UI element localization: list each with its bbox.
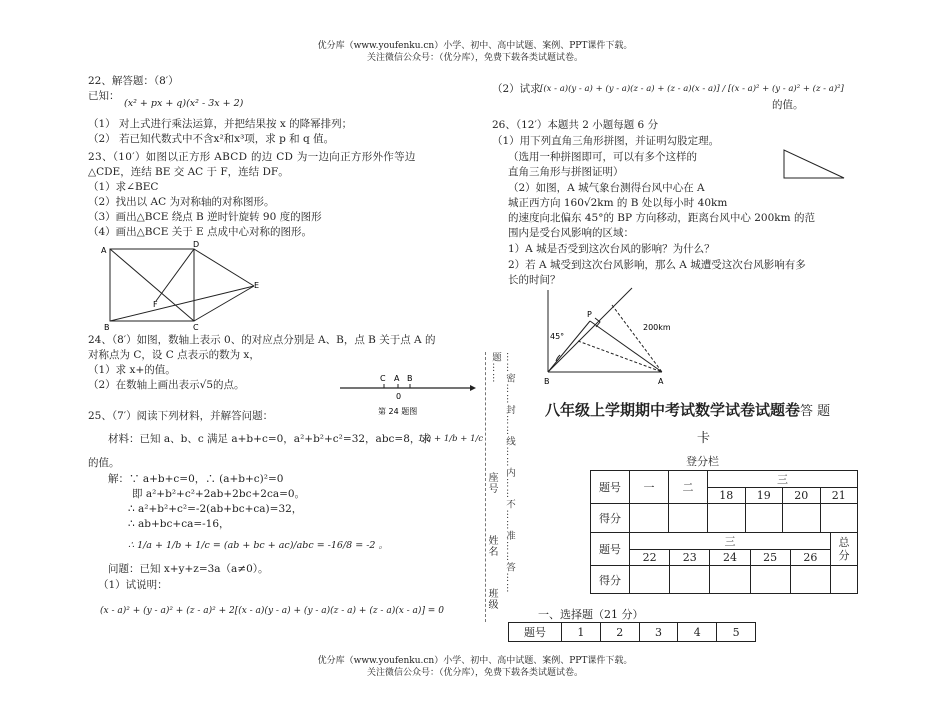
q23-item-1: （1）求∠BEC <box>88 181 159 193</box>
score-table-2-sub-26: 26 <box>790 550 830 566</box>
score-cell[interactable] <box>708 504 746 533</box>
q25-item-2-fraction: [(x - a)(y - a) + (y - a)(z - a) + (z - a)(x - a)] / [(x - a)² + (y - a)² + (z - a)²] <box>540 84 844 94</box>
q24-line-2: 对称点为 C，设 C 点表示的数为 x， <box>88 349 260 361</box>
q23-label-a: A <box>101 246 107 255</box>
header-line-1: 优分库（www.youfenku.cn）小学、初中、高中试题、案例、PPT课件下载。 <box>317 41 633 51</box>
q24-axis-label-c: C <box>380 374 386 383</box>
score-table-1-sub-19: 19 <box>745 488 783 504</box>
seal-line-text: ……密……封……线……内……不……准……答……题…… <box>485 352 516 622</box>
score-table-2-score-label: 得分 <box>591 566 630 594</box>
score-cell[interactable] <box>783 504 821 533</box>
choice-table-header-label: 题号 <box>509 623 562 642</box>
score-table-2 <box>590 532 858 594</box>
q23-label-f: F <box>153 300 158 309</box>
score-table-2-header-label: 题号 <box>591 533 630 566</box>
score-cell[interactable] <box>670 566 710 594</box>
q25-solution-5: ∴ 1/a + 1/b + 1/c = (ab + bc + ac)/abc = -16/8 = -2 。 <box>128 540 388 551</box>
q25-item-1: （1）试说明： <box>98 579 168 591</box>
score-cell[interactable] <box>820 504 858 533</box>
score-table-2-sub-24: 24 <box>710 550 750 566</box>
q26-right-triangle-figure <box>780 148 850 182</box>
q26-item-1-note-2: 直角三角形与拼图证明） <box>508 166 624 178</box>
q26-sub-1: 1）A 城是否受到这次台风的影响？为什么？ <box>508 243 715 255</box>
answer-card-title-tail: 答 题 <box>800 404 831 419</box>
q24-axis-label-b: B <box>407 374 413 383</box>
q25-material: 材料：已知 a、b、c 满足 a+b+c=0，a²+b²+c²=32，abc=8，求 <box>108 433 431 445</box>
q26-label-p: P <box>587 310 592 319</box>
q25-problem: 问题：已知 x+y+z=3a（a≠0）。 <box>108 563 269 575</box>
q25-title: 25、（7′）阅读下列材料，并解答问题： <box>88 410 274 422</box>
answer-card-title-main: 八年级上学期期中考试数学试卷试题卷 <box>545 401 801 419</box>
q24-item-2: （2）在数轴上画出表示√5的点。 <box>88 379 245 391</box>
score-cell[interactable] <box>630 566 670 594</box>
q26-label-a: A <box>658 377 664 386</box>
q23-line-2: △CDE，连结 BE 交 AC 于 F，连结 DF。 <box>88 166 289 178</box>
score-table-1-sub-21: 21 <box>820 488 858 504</box>
score-table-1-col-1: 一 <box>630 471 669 504</box>
register-label: 登分栏 <box>686 455 719 468</box>
answer-card-title <box>545 400 830 422</box>
score-cell[interactable] <box>790 566 830 594</box>
q26-item-2-line-1: （2）如图，A 城气象台测得台风中心在 A <box>508 182 705 194</box>
score-cell[interactable] <box>669 504 708 533</box>
score-table-1-sub-20: 20 <box>783 488 821 504</box>
side-label-seat: 座号 <box>486 472 497 494</box>
q26-item-2-line-4: 围内是受台风影响的区域： <box>508 227 634 239</box>
q22-expression: (x² + px + q)(x² - 3x + 2) <box>124 98 244 109</box>
side-label-class: 班级 <box>486 588 497 610</box>
q26-label-distance: 200km <box>643 323 671 332</box>
q22-item-1: （1） 对上式进行乘法运算，并把结果按 x 的降幂排列； <box>88 118 353 130</box>
q26-item-2-line-2: 城正西方向 160√2km 的 B 处以每小时 40km <box>508 197 728 209</box>
choice-table <box>508 622 756 642</box>
section-1-title: 一、选择题（21 分） <box>538 608 644 621</box>
score-table-2-sub-23: 23 <box>670 550 710 566</box>
footer-line-2: 关注微信公众号：（优分库），免费下载各类试题试卷。 <box>366 668 583 678</box>
side-label-name: 姓名 <box>486 535 497 557</box>
q24-number-line <box>330 370 480 420</box>
q22-item-2: （2） 若已知代数式中不含x²和x³项，求 p 和 q 值。 <box>88 133 335 145</box>
q26-typhoon-figure <box>540 285 690 387</box>
score-cell[interactable] <box>745 504 783 533</box>
q24-line-1: 24、（8′）如图，数轴上表示 0、的对应点分别是 A、B，点 B 关于点 A 的 <box>88 334 436 346</box>
q22-given: 已知： <box>88 90 120 102</box>
q23-label-b: B <box>104 323 110 332</box>
q24-axis-label-a: A <box>394 374 400 383</box>
q25-item-2-end: 的值。 <box>772 99 804 111</box>
q23-item-3: （3）画出△BCE 绕点 B 逆时针旋转 90 度的图形 <box>88 211 322 223</box>
q23-label-c: C <box>193 323 199 332</box>
score-table-1-col-2: 二 <box>669 471 708 504</box>
score-table-1-score-label: 得分 <box>591 504 630 533</box>
choice-table-col-1: 1 <box>562 623 601 642</box>
q25-solution-3: ∴ a²+b²+c²=-2(ab+bc+ca)=32， <box>128 503 303 515</box>
score-table-2-total: 总分 <box>831 533 858 566</box>
q24-axis-zero: 0 <box>396 392 402 401</box>
choice-table-col-3: 3 <box>639 623 678 642</box>
score-cell[interactable] <box>630 504 669 533</box>
q26-title: 26、（12′）本题共 2 小题每题 6 分 <box>492 119 659 131</box>
score-cell[interactable] <box>710 566 750 594</box>
q23-title: 23、（10′）如图以正方形 ABCD 的边 CD 为一边向正方形外作等边 <box>88 151 416 163</box>
q23-label-d: D <box>193 240 200 249</box>
score-table-2-sub-25: 25 <box>750 550 790 566</box>
score-cell[interactable] <box>750 566 790 594</box>
q26-item-2-line-3: 的速度向北偏东 45°的 BP 方向移动，距离台风中心 200km 的范 <box>508 212 815 224</box>
score-table-2-sub-22: 22 <box>630 550 670 566</box>
q26-item-1: （1）用下列直角三角形拼图，并证明勾股定理。 <box>492 135 720 147</box>
q26-label-b: B <box>544 377 550 386</box>
choice-table-col-2: 2 <box>600 623 639 642</box>
choice-table-col-4: 4 <box>678 623 717 642</box>
q23-square-figure <box>96 238 266 333</box>
q25-formula: (x - a)² + (y - a)² + (z - a)² + 2[(x - a)(y - a) + (y - a)(z - a) + (z - a)(x - a)] = 0 <box>100 606 444 616</box>
q23-item-2: （2）找出以 AC 为对称轴的对称图形。 <box>88 196 275 208</box>
footer-line-1: 优分库（www.youfenku.cn）小学、初中、高中试题、案例、PPT课件下载。 <box>317 656 633 666</box>
score-table-1 <box>590 470 858 533</box>
q25-material-end: 的值。 <box>88 457 120 469</box>
score-cell[interactable] <box>831 566 858 594</box>
q26-sub-2: 2）若 A 城受到这次台风影响，那么 A 城遭受这次台风影响有多 <box>508 259 806 271</box>
q26-label-angle: 45° <box>550 332 565 341</box>
q26-sub-3: 长的时间？ <box>508 274 561 286</box>
q25-solution-1: 解：∵ a+b+c=0，∴ (a+b+c)²=0 <box>108 473 284 485</box>
q25-item-2: （2）试求 <box>492 83 541 95</box>
q25-material-fraction: 1/a + 1/b + 1/c <box>418 434 484 444</box>
score-table-2-group: 三 <box>630 533 831 550</box>
score-table-1-header-label: 题号 <box>591 471 630 504</box>
choice-table-col-5: 5 <box>717 623 756 642</box>
q25-solution-4: ∴ ab+bc+ca=-16， <box>128 518 230 530</box>
q22-title: 22、解答题：（8′） <box>88 75 179 87</box>
score-table-1-group: 三 <box>708 471 858 488</box>
q23-item-4: （4）画出△BCE 关于 E 点成中心对称的图形。 <box>88 226 313 238</box>
answer-card-title-tail-2: 卡 <box>697 431 711 446</box>
q24-caption: 第 24 题图 <box>378 407 418 416</box>
q26-item-1-note-1: （选用一种拼图即可，可以有多个这样的 <box>508 151 697 163</box>
q23-label-e: E <box>254 281 260 290</box>
q25-solution-2: 即 a²+b²+c²+2ab+2bc+2ca=0。 <box>132 488 306 500</box>
score-table-1-sub-18: 18 <box>708 488 746 504</box>
q24-item-1: （1）求 x+的值。 <box>88 364 176 376</box>
header-line-2: 关注微信公众号：（优分库），免费下载各类试题试卷。 <box>366 53 583 63</box>
